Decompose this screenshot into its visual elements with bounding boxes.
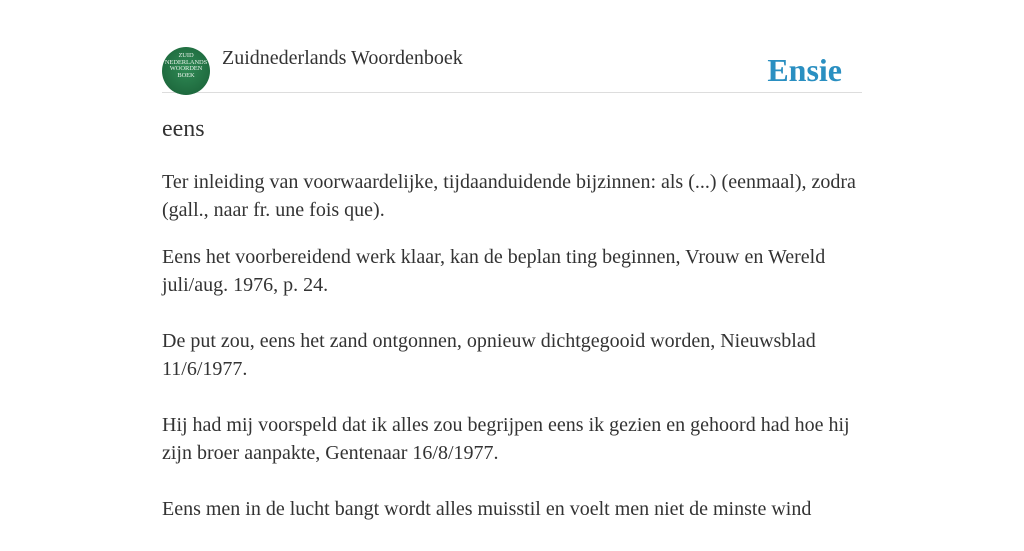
logo-line: ZUID (178, 52, 194, 59)
logo-text (162, 53, 210, 79)
logo-line: BOEK (177, 71, 195, 79)
example-quote: Eens men in de lucht bangt wordt alles muisstil en voelt men niet de minste wind (162, 498, 812, 520)
example-quote: Eens het voorbereidend werk klaar, kan de beplan ting beginnen, Vrouw en Wereld juli/aug. 1976, p. 24. (162, 246, 826, 296)
source-title-link[interactable]: Zuidnederlands Woordenboek (222, 47, 463, 69)
logo-line: WOORDEN (169, 65, 203, 72)
entry-content (162, 168, 862, 551)
site-header (162, 45, 862, 93)
headword: eens (162, 116, 205, 142)
example-quote: De put zou, eens het zand ontgonnen, opnieuw dichtgegooid worden, Nieuwsblad 11/6/1977. (162, 330, 816, 380)
ensie-brand-link[interactable]: Ensie (767, 52, 842, 88)
definition-text: Ter inleiding van voorwaardelijke, tijdaanduidende bijzinnen: als (...) (eenmaal), zodra (gall., naar fr. une fois que). (162, 171, 856, 221)
dictionary-logo[interactable] (162, 47, 210, 95)
example-quote: Hij had mij voorspeld dat ik alles zou begrijpen eens ik gezien en gehoord had hoe hij zijn broer aanpakte, Gentenaar 16/8/1977. (162, 414, 850, 464)
logo-line: NEDERLANDS (164, 58, 208, 66)
